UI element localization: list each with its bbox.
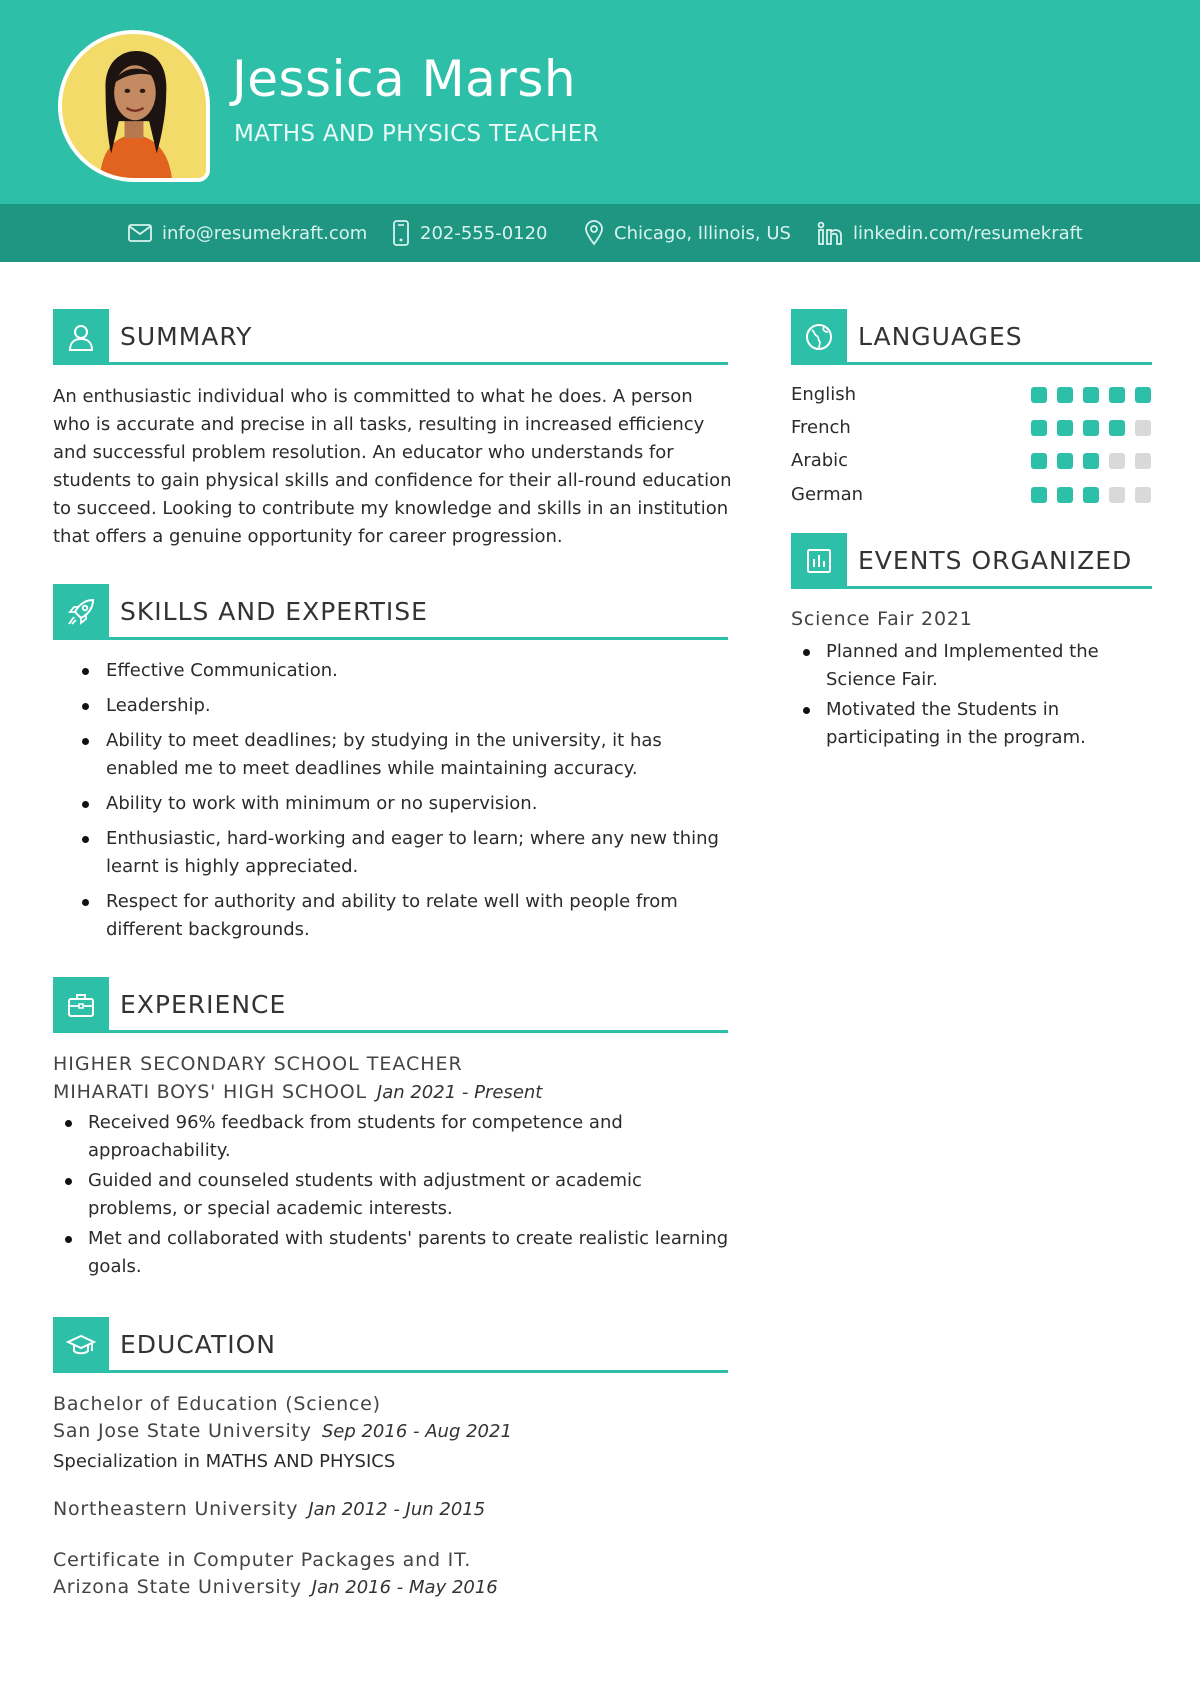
language-name: English: [791, 384, 856, 405]
education-school-line: [53, 1498, 485, 1520]
education-dates: Sep 2016 - Aug 2021: [321, 1421, 512, 1442]
language-row: [791, 414, 1155, 442]
globe-icon: [804, 322, 834, 352]
events-title: EVENTS ORGANIZED: [858, 546, 1133, 575]
skills-title: SKILLS AND EXPERTISE: [120, 597, 428, 626]
contact-linkedin-text: linkedin.com/resumekraft: [853, 222, 1083, 244]
experience-title: EXPERIENCE: [120, 990, 287, 1019]
event-name: Science Fair 2021: [791, 608, 973, 630]
skill-item: Ability to meet deadlines; by studying in the university, it has enabled me to meet deadlines while maintaining accuracy.: [53, 727, 733, 783]
education-degree: Bachelor of Education (Science): [53, 1393, 381, 1415]
experience-icon-box: [53, 977, 109, 1033]
languages-section-header: [791, 309, 1152, 365]
languages-title: LANGUAGES: [858, 322, 1023, 351]
education-note: Specialization in MATHS AND PHYSICS: [53, 1451, 396, 1472]
bar-chart-icon: [804, 546, 834, 576]
location-pin-icon: [584, 220, 604, 246]
level-dot-filled: [1083, 387, 1099, 403]
education-school-line: [53, 1420, 512, 1442]
contact-location-text: Chicago, Illinois, US: [614, 222, 791, 244]
level-dot-filled: [1031, 420, 1047, 436]
briefcase-icon: [66, 990, 96, 1020]
contact-phone-text: 202-555-0120: [420, 222, 548, 244]
event-bullet: Motivated the Students in participating in the program.: [791, 696, 1121, 752]
level-dot-empty: [1135, 487, 1151, 503]
level-dot-filled: [1031, 387, 1047, 403]
education-section-header: [53, 1317, 728, 1373]
level-dot-filled: [1109, 387, 1125, 403]
skills-section-header: [53, 584, 728, 640]
summary-text: An enthusiastic individual who is committed to what he does. A person who is accurate and precise in all tasks, resulting in increased efficiency and successful problem resolution. An educator who understands for students to gain physical skills and confidence for their all-round education to succeed. Looking to contribute my knowledge and skills in an institution that offers a genuine opportunity for career progression.: [53, 386, 732, 547]
language-level: [1031, 420, 1161, 436]
summary-title: SUMMARY: [120, 322, 253, 351]
education-degree: Certificate in Computer Packages and IT.: [53, 1549, 472, 1571]
summary-icon-box: [53, 309, 109, 365]
level-dot-empty: [1109, 487, 1125, 503]
job-employer: MIHARATI BOYS' HIGH SCHOOL: [53, 1081, 367, 1103]
level-dot-filled: [1109, 420, 1125, 436]
skill-item: Ability to work with minimum or no supervision.: [53, 790, 733, 818]
linkedin-icon: [817, 221, 843, 245]
education-title: EDUCATION: [120, 1330, 276, 1359]
graduation-cap-icon: [66, 1330, 96, 1360]
resume-header: [0, 0, 1200, 204]
contact-email-text: info@resumekraft.com: [162, 222, 368, 244]
education-school: San Jose State University: [53, 1420, 312, 1442]
rocket-icon: [66, 597, 96, 627]
level-dot-empty: [1135, 453, 1151, 469]
education-school: Northeastern University: [53, 1498, 299, 1520]
profile-photo-illustration: [62, 34, 206, 178]
candidate-name: Jessica Marsh: [232, 50, 577, 108]
level-dot-filled: [1057, 420, 1073, 436]
language-row: [791, 381, 1155, 409]
events-bullets: [791, 638, 1121, 754]
level-dot-filled: [1083, 453, 1099, 469]
skill-item: Effective Communication.: [53, 657, 733, 685]
skills-icon-box: [53, 584, 109, 640]
event-bullet: Planned and Implemented the Science Fair.: [791, 638, 1121, 694]
education-dates: Jan 2016 - May 2016: [311, 1577, 498, 1598]
person-icon: [66, 322, 96, 352]
experience-bullet: Met and collaborated with students' parents to create realistic learning goals.: [53, 1225, 733, 1281]
education-school: Arizona State University: [53, 1576, 302, 1598]
level-dot-empty: [1135, 420, 1151, 436]
contact-location: [584, 204, 791, 262]
level-dot-empty: [1109, 453, 1125, 469]
level-dot-filled: [1057, 487, 1073, 503]
level-dot-filled: [1083, 487, 1099, 503]
language-name: German: [791, 484, 864, 505]
language-level: [1031, 487, 1161, 503]
language-level: [1031, 453, 1161, 469]
level-dot-filled: [1135, 387, 1151, 403]
education-icon-box: [53, 1317, 109, 1373]
level-dot-filled: [1057, 387, 1073, 403]
language-row: [791, 481, 1155, 509]
contact-email[interactable]: [128, 204, 367, 262]
skill-item: Leadership.: [53, 692, 733, 720]
candidate-role: MATHS AND PHYSICS TEACHER: [234, 121, 599, 147]
events-icon-box: [791, 533, 847, 589]
job-dates: Jan 2021 - Present: [376, 1082, 543, 1103]
language-name: French: [791, 417, 851, 438]
language-name: Arabic: [791, 450, 849, 471]
email-icon: [128, 224, 152, 242]
education-dates: Jan 2012 - Jun 2015: [308, 1499, 486, 1520]
level-dot-filled: [1031, 487, 1047, 503]
experience-section-header: [53, 977, 728, 1033]
job-employer-line: [53, 1081, 542, 1103]
languages-icon-box: [791, 309, 847, 365]
level-dot-filled: [1083, 420, 1099, 436]
language-row: [791, 447, 1155, 475]
skill-item: Enthusiastic, hard-working and eager to learn; where any new thing learnt is highly appreciated.: [53, 825, 733, 881]
experience-bullet: Received 96% feedback from students for competence and approachability.: [53, 1109, 733, 1165]
contact-phone[interactable]: [392, 204, 548, 262]
contact-bar: [0, 204, 1200, 262]
skills-list: [53, 657, 733, 951]
phone-icon: [392, 220, 410, 246]
education-school-line: [53, 1576, 498, 1598]
job-title: HIGHER SECONDARY SCHOOL TEACHER: [53, 1053, 463, 1075]
skill-item: Respect for authority and ability to relate well with people from different backgrounds.: [53, 888, 733, 944]
level-dot-filled: [1057, 453, 1073, 469]
summary-section-header: [53, 309, 728, 365]
profile-photo: [58, 30, 210, 182]
language-level: [1031, 387, 1161, 403]
experience-bullet: Guided and counseled students with adjustment or academic problems, or special academic interests.: [53, 1167, 733, 1223]
events-section-header: [791, 533, 1152, 589]
level-dot-filled: [1031, 453, 1047, 469]
contact-linkedin[interactable]: [817, 204, 1083, 262]
experience-bullets: [53, 1109, 733, 1283]
